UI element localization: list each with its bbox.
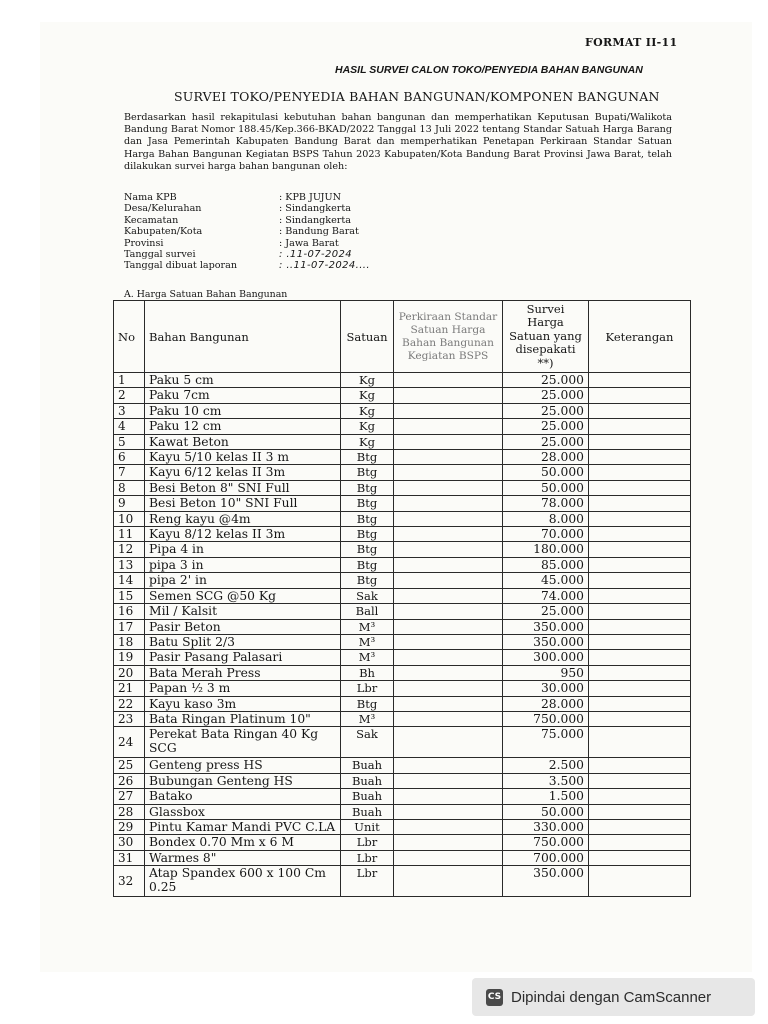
- material-name: Atap Spandex 600 x 100 Cm 0.25: [145, 866, 341, 897]
- row-number: 19: [114, 650, 145, 665]
- unit-cell: Btg: [341, 480, 394, 495]
- estimate-cell: [394, 819, 503, 834]
- note-cell: [589, 527, 691, 542]
- note-cell: [589, 665, 691, 680]
- survey-price: 25.000: [503, 388, 589, 403]
- camscanner-watermark: [472, 978, 755, 1016]
- survey-price: 2.500: [503, 758, 589, 773]
- unit-cell: Btg: [341, 527, 394, 542]
- note-cell: [589, 758, 691, 773]
- unit-cell: Btg: [341, 511, 394, 526]
- unit-cell: Btg: [341, 696, 394, 711]
- table-row: [114, 527, 691, 542]
- survey-price: 25.000: [503, 434, 589, 449]
- row-number: 32: [114, 866, 145, 897]
- unit-cell: Buah: [341, 758, 394, 773]
- table-row: [114, 511, 691, 526]
- unit-cell: Bh: [341, 665, 394, 680]
- estimate-cell: [394, 434, 503, 449]
- estimate-cell: [394, 758, 503, 773]
- material-name: Mil / Kalsit: [145, 604, 341, 619]
- row-number: 3: [114, 403, 145, 418]
- row-number: 16: [114, 604, 145, 619]
- material-name: Pipa 4 in: [145, 542, 341, 557]
- table-row: [114, 804, 691, 819]
- survey-price: 330.000: [503, 819, 589, 834]
- unit-cell: Ball: [341, 604, 394, 619]
- estimate-cell: [394, 866, 503, 897]
- row-number: 22: [114, 696, 145, 711]
- camscanner-text: Dipindai dengan CamScanner: [511, 988, 712, 1006]
- estimate-cell: [394, 850, 503, 865]
- survey-price: 78.000: [503, 496, 589, 511]
- survey-price: 75.000: [503, 727, 589, 758]
- estimate-cell: [394, 665, 503, 680]
- estimate-cell: [394, 573, 503, 588]
- material-name: Papan ½ 3 m: [145, 681, 341, 696]
- row-number: 20: [114, 665, 145, 680]
- material-name: pipa 3 in: [145, 557, 341, 572]
- table-row: [114, 681, 691, 696]
- survey-price: 350.000: [503, 866, 589, 897]
- table-row: [114, 604, 691, 619]
- table-row: [114, 634, 691, 649]
- document-title: SURVEI TOKO/PENYEDIA BAHAN BANGUNAN/KOMPONEN BANGUNAN: [174, 89, 660, 104]
- info-row-tanggal-survei: Tanggal survei : .11-07-2024: [124, 248, 353, 260]
- note-cell: [589, 634, 691, 649]
- material-name: Paku 12 cm: [145, 419, 341, 434]
- header-unit: Satuan: [341, 301, 394, 373]
- estimate-cell: [394, 650, 503, 665]
- info-row-desa: Desa/Kelurahan : Sindangkerta: [124, 203, 351, 215]
- unit-cell: Btg: [341, 465, 394, 480]
- row-number: 31: [114, 850, 145, 865]
- note-cell: [589, 604, 691, 619]
- note-cell: [589, 465, 691, 480]
- material-name: Bata Ringan Platinum 10": [145, 711, 341, 726]
- header-estimate: Perkiraan Standar Satuan Harga Bahan Bangunan Kegiatan BSPS: [394, 301, 503, 373]
- row-number: 5: [114, 434, 145, 449]
- survey-price: 85.000: [503, 557, 589, 572]
- unit-cell: M³: [341, 650, 394, 665]
- note-cell: [589, 804, 691, 819]
- table-row: [114, 696, 691, 711]
- header-survey: Survei Harga Satuan yang disepakati **): [503, 301, 589, 373]
- row-number: 6: [114, 450, 145, 465]
- material-name: Warmes 8": [145, 850, 341, 865]
- row-number: 8: [114, 480, 145, 495]
- table-row: [114, 373, 691, 388]
- estimate-cell: [394, 789, 503, 804]
- row-number: 9: [114, 496, 145, 511]
- material-name: Glassbox: [145, 804, 341, 819]
- unit-cell: Lbr: [341, 835, 394, 850]
- material-name: Bata Merah Press: [145, 665, 341, 680]
- unit-cell: M³: [341, 634, 394, 649]
- note-cell: [589, 619, 691, 634]
- material-name: Perekat Bata Ringan 40 Kg SCG: [145, 727, 341, 758]
- material-name: Genteng press HS: [145, 758, 341, 773]
- unit-cell: Sak: [341, 727, 394, 758]
- row-number: 17: [114, 619, 145, 634]
- row-number: 4: [114, 419, 145, 434]
- note-cell: [589, 773, 691, 788]
- table-row: [114, 419, 691, 434]
- estimate-cell: [394, 496, 503, 511]
- survey-price: 25.000: [503, 604, 589, 619]
- table-row: [114, 434, 691, 449]
- survey-price: 750.000: [503, 835, 589, 850]
- row-number: 24: [114, 727, 145, 758]
- row-number: 10: [114, 511, 145, 526]
- note-cell: [589, 542, 691, 557]
- table-row: [114, 496, 691, 511]
- note-cell: [589, 480, 691, 495]
- estimate-cell: [394, 727, 503, 758]
- survey-info: [124, 192, 370, 272]
- unit-cell: Lbr: [341, 681, 394, 696]
- estimate-cell: [394, 388, 503, 403]
- unit-cell: Kg: [341, 434, 394, 449]
- header-material: Bahan Bangunan: [145, 301, 341, 373]
- table-row: [114, 403, 691, 418]
- unit-cell: Kg: [341, 403, 394, 418]
- material-name: Paku 10 cm: [145, 403, 341, 418]
- row-number: 13: [114, 557, 145, 572]
- estimate-cell: [394, 835, 503, 850]
- unit-cell: Unit: [341, 819, 394, 834]
- survey-price: 30.000: [503, 681, 589, 696]
- unit-cell: Buah: [341, 789, 394, 804]
- table-row: [114, 650, 691, 665]
- estimate-cell: [394, 403, 503, 418]
- estimate-cell: [394, 804, 503, 819]
- table-row: [114, 850, 691, 865]
- survey-price: 25.000: [503, 373, 589, 388]
- estimate-cell: [394, 619, 503, 634]
- note-cell: [589, 866, 691, 897]
- format-label: FORMAT II-11: [585, 36, 678, 49]
- material-name: Besi Beton 8" SNI Full: [145, 480, 341, 495]
- estimate-cell: [394, 419, 503, 434]
- note-cell: [589, 434, 691, 449]
- unit-cell: Kg: [341, 373, 394, 388]
- note-cell: [589, 850, 691, 865]
- note-cell: [589, 789, 691, 804]
- note-cell: [589, 557, 691, 572]
- table-row: [114, 619, 691, 634]
- note-cell: [589, 496, 691, 511]
- camscanner-icon: CS: [486, 989, 503, 1006]
- note-cell: [589, 681, 691, 696]
- estimate-cell: [394, 711, 503, 726]
- material-name: Bondex 0.70 Mm x 6 M: [145, 835, 341, 850]
- unit-cell: Kg: [341, 388, 394, 403]
- unit-cell: Sak: [341, 588, 394, 603]
- note-cell: [589, 835, 691, 850]
- material-name: pipa 2' in: [145, 573, 341, 588]
- note-cell: [589, 573, 691, 588]
- estimate-cell: [394, 511, 503, 526]
- table-row: [114, 665, 691, 680]
- header-no: No: [114, 301, 145, 373]
- material-name: Paku 7cm: [145, 388, 341, 403]
- unit-cell: Btg: [341, 496, 394, 511]
- row-number: 21: [114, 681, 145, 696]
- survey-price: 350.000: [503, 634, 589, 649]
- table-row: [114, 480, 691, 495]
- note-cell: [589, 450, 691, 465]
- unit-cell: Kg: [341, 419, 394, 434]
- note-cell: [589, 511, 691, 526]
- estimate-cell: [394, 604, 503, 619]
- estimate-cell: [394, 634, 503, 649]
- row-number: 2: [114, 388, 145, 403]
- note-cell: [589, 373, 691, 388]
- table-row: [114, 557, 691, 572]
- row-number: 23: [114, 711, 145, 726]
- price-table: [113, 300, 691, 897]
- note-cell: [589, 819, 691, 834]
- survey-price: 300.000: [503, 650, 589, 665]
- estimate-cell: [394, 696, 503, 711]
- material-name: Kayu 6/12 kelas II 3m: [145, 465, 341, 480]
- survey-price: 74.000: [503, 588, 589, 603]
- material-name: Pintu Kamar Mandi PVC C.LA: [145, 819, 341, 834]
- estimate-cell: [394, 450, 503, 465]
- document-subtitle: HASIL SURVEI CALON TOKO/PENYEDIA BAHAN BANGUNAN: [335, 64, 643, 76]
- table-header-row: [114, 301, 691, 373]
- unit-cell: Lbr: [341, 866, 394, 897]
- note-cell: [589, 727, 691, 758]
- unit-cell: Buah: [341, 773, 394, 788]
- table-row: [114, 450, 691, 465]
- note-cell: [589, 650, 691, 665]
- row-number: 29: [114, 819, 145, 834]
- row-number: 15: [114, 588, 145, 603]
- estimate-cell: [394, 681, 503, 696]
- table-row: [114, 388, 691, 403]
- material-name: Pasir Pasang Palasari: [145, 650, 341, 665]
- survey-price: 45.000: [503, 573, 589, 588]
- material-name: Pasir Beton: [145, 619, 341, 634]
- table-row: [114, 835, 691, 850]
- row-number: 7: [114, 465, 145, 480]
- estimate-cell: [394, 465, 503, 480]
- unit-cell: M³: [341, 619, 394, 634]
- estimate-cell: [394, 480, 503, 495]
- note-cell: [589, 696, 691, 711]
- survey-price: 950: [503, 665, 589, 680]
- info-row-kabupaten: Kabupaten/Kota : Bandung Barat: [124, 226, 359, 238]
- material-name: Paku 5 cm: [145, 373, 341, 388]
- survey-price: 28.000: [503, 450, 589, 465]
- material-name: Kayu kaso 3m: [145, 696, 341, 711]
- table-row: [114, 588, 691, 603]
- material-name: Kawat Beton: [145, 434, 341, 449]
- row-number: 28: [114, 804, 145, 819]
- unit-cell: Btg: [341, 542, 394, 557]
- unit-cell: Btg: [341, 557, 394, 572]
- survey-price: 700.000: [503, 850, 589, 865]
- row-number: 27: [114, 789, 145, 804]
- info-row-kpb: Nama KPB : KPB JUJUN: [124, 192, 342, 203]
- estimate-cell: [394, 373, 503, 388]
- intro-paragraph: Berdasarkan hasil rekapitulasi kebutuhan bahan bangunan dan memperhatikan Keputusan Bupati/Walikota Bandung Barat Nomor 188.45/Kep.366-BKAD/2022 Tanggal 13 Juli 2022 tentang Standar Satuah Harga Barang dan Jasa Pemerintah Kabupaten Bandung Barat dan memperhatikan Penetapan Perkiraan Standar Satuan Harga Bahan Bangunan Kegiatan BSPS Tahun 2023 Kabupaten/Kota Bandung Barat Provinsi Jawa Barat, telah dilakukan survei harga bahan bangunan oleh:: [124, 112, 672, 172]
- material-name: Kayu 8/12 kelas II 3m: [145, 527, 341, 542]
- unit-cell: Buah: [341, 804, 394, 819]
- table-row: [114, 727, 691, 758]
- note-cell: [589, 588, 691, 603]
- estimate-cell: [394, 557, 503, 572]
- estimate-cell: [394, 773, 503, 788]
- material-name: Batako: [145, 789, 341, 804]
- material-name: Kayu 5/10 kelas II 3 m: [145, 450, 341, 465]
- header-note: Keterangan: [589, 301, 691, 373]
- info-row-provinsi: Provinsi : Jawa Barat: [124, 237, 339, 249]
- row-number: 18: [114, 634, 145, 649]
- table-row: [114, 573, 691, 588]
- unit-cell: Lbr: [341, 850, 394, 865]
- unit-cell: Btg: [341, 573, 394, 588]
- survey-price: 350.000: [503, 619, 589, 634]
- survey-price: 25.000: [503, 403, 589, 418]
- row-number: 1: [114, 373, 145, 388]
- table-row: [114, 819, 691, 834]
- survey-price: 3.500: [503, 773, 589, 788]
- table-row: [114, 711, 691, 726]
- note-cell: [589, 711, 691, 726]
- table-row: [114, 465, 691, 480]
- survey-price: 50.000: [503, 465, 589, 480]
- row-number: 11: [114, 527, 145, 542]
- row-number: 14: [114, 573, 145, 588]
- estimate-cell: [394, 542, 503, 557]
- row-number: 30: [114, 835, 145, 850]
- row-number: 26: [114, 773, 145, 788]
- note-cell: [589, 419, 691, 434]
- survey-price: 50.000: [503, 480, 589, 495]
- info-row-tanggal-laporan: Tanggal dibuat laporan : ..11-07-2024....: [124, 260, 370, 272]
- row-number: 12: [114, 542, 145, 557]
- table-row: [114, 773, 691, 788]
- estimate-cell: [394, 527, 503, 542]
- survey-price: 28.000: [503, 696, 589, 711]
- survey-price: 750.000: [503, 711, 589, 726]
- table-row: [114, 542, 691, 557]
- section-title: A. Harga Satuan Bahan Bangunan: [124, 289, 288, 300]
- unit-cell: M³: [341, 711, 394, 726]
- survey-price: 25.000: [503, 419, 589, 434]
- survey-price: 180.000: [503, 542, 589, 557]
- material-name: Semen SCG @50 Kg: [145, 588, 341, 603]
- note-cell: [589, 388, 691, 403]
- survey-price: 50.000: [503, 804, 589, 819]
- row-number: 25: [114, 758, 145, 773]
- table-row: [114, 866, 691, 897]
- survey-price: 70.000: [503, 527, 589, 542]
- estimate-cell: [394, 588, 503, 603]
- table-row: [114, 789, 691, 804]
- note-cell: [589, 403, 691, 418]
- material-name: Bubungan Genteng HS: [145, 773, 341, 788]
- material-name: Batu Split 2/3: [145, 634, 341, 649]
- survey-price: 8.000: [503, 511, 589, 526]
- table-row: [114, 758, 691, 773]
- material-name: Besi Beton 10" SNI Full: [145, 496, 341, 511]
- unit-cell: Btg: [341, 450, 394, 465]
- info-row-kecamatan: Kecamatan : Sindangkerta: [124, 214, 351, 226]
- survey-price: 1.500: [503, 789, 589, 804]
- material-name: Reng kayu @4m: [145, 511, 341, 526]
